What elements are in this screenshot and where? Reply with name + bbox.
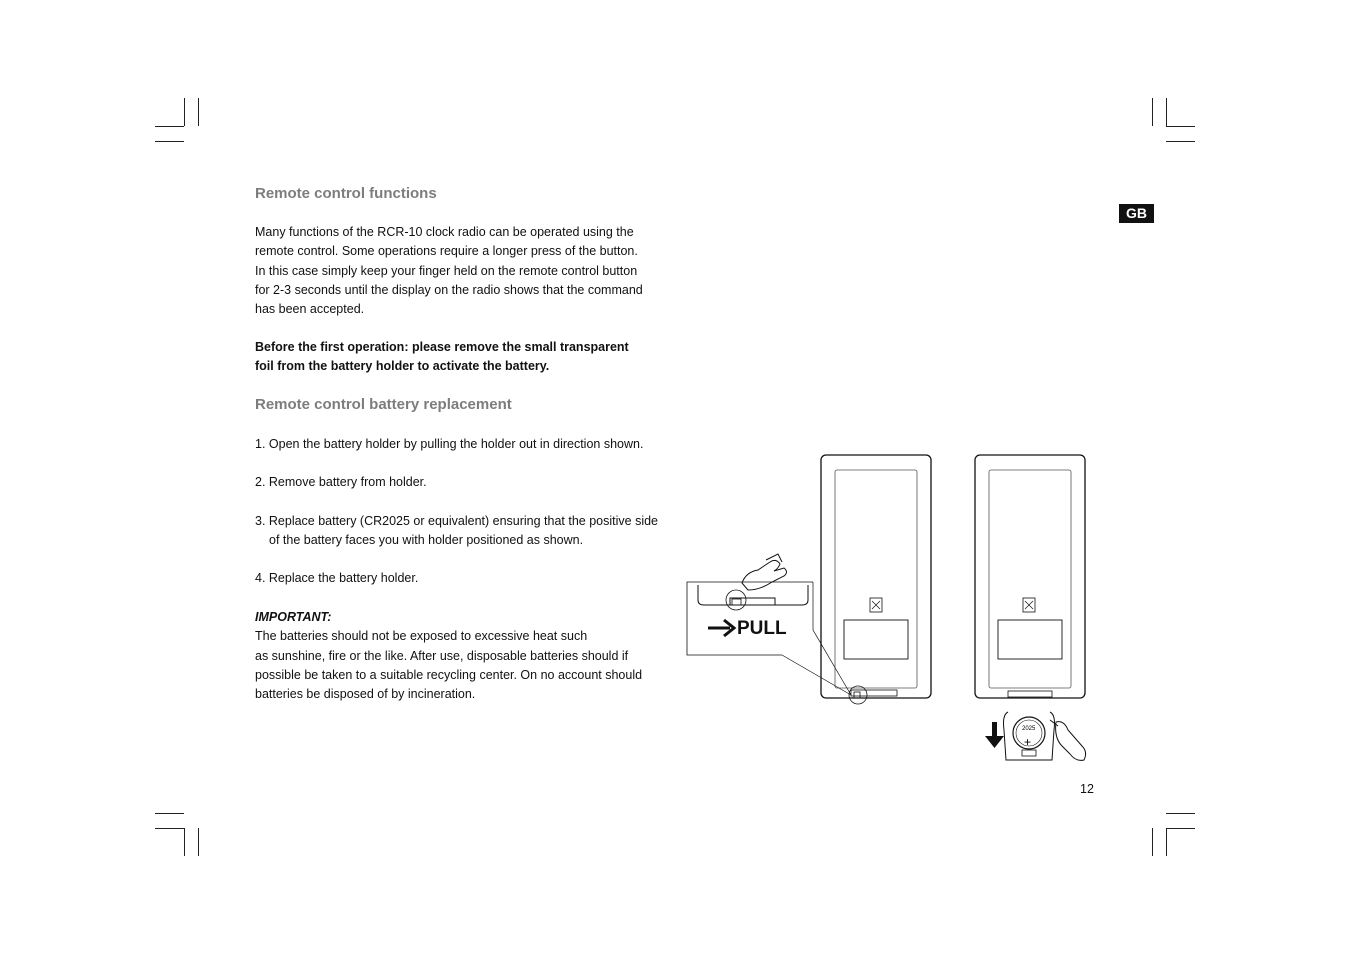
language-tab: GB	[1119, 204, 1154, 223]
hand-icon	[742, 560, 787, 590]
step-2: 2. Remove battery from holder.	[255, 475, 427, 489]
important-block	[255, 608, 642, 704]
functions-paragraph	[255, 223, 643, 319]
remote-label-right	[998, 620, 1062, 659]
section-title-replacement: Remote control battery replacement	[255, 396, 512, 413]
step-3	[255, 512, 658, 551]
text-line: as sunshine, fire or the like. After use, disposable batteries should if	[255, 648, 629, 663]
text-line: has been accepted.	[255, 302, 365, 317]
crop-mark	[184, 828, 185, 856]
section-title-functions: Remote control functions	[255, 185, 437, 202]
crop-mark	[1166, 828, 1167, 856]
crop-mark	[1166, 141, 1195, 142]
crop-mark	[198, 98, 199, 126]
text-line: foil from the battery holder to activate the battery.	[255, 359, 550, 374]
text-line: In this case simply keep your finger held on the remote control button	[255, 263, 638, 278]
text-line: for 2-3 seconds until the display on the radio shows that the command	[255, 282, 643, 297]
crop-mark	[155, 813, 184, 814]
crop-mark	[1166, 98, 1167, 126]
crop-mark	[155, 141, 184, 142]
battery-holder-slot-right	[1008, 691, 1052, 697]
battery-holder-slot-left	[851, 690, 897, 696]
crop-mark	[1166, 126, 1195, 127]
battery-model-label: 2025	[1022, 726, 1036, 732]
text-line: 3. Replace battery (CR2025 or equivalent) ensuring that the positive side	[255, 514, 659, 528]
remote-panel-left	[835, 470, 917, 688]
page-number: 12	[1080, 782, 1094, 796]
crop-mark	[1166, 813, 1195, 814]
remote-panel-right	[989, 470, 1071, 688]
text-line: Many functions of the RCR-10 clock radio can be operated using the	[255, 225, 634, 239]
step-4: 4. Replace the battery holder.	[255, 571, 419, 585]
step-1: 1. Open the battery holder by pulling the holder out in direction shown.	[255, 437, 644, 451]
important-label: IMPORTANT:	[255, 610, 332, 624]
text-line: possible be taken to a suitable recycling center. On no account should	[255, 667, 643, 682]
crop-mark	[155, 828, 184, 829]
crop-mark	[1166, 828, 1195, 829]
crop-mark	[184, 98, 185, 126]
text-line: of the battery faces you with holder positioned as shown.	[269, 533, 584, 548]
crop-mark	[198, 828, 199, 856]
pull-label: PULL	[737, 618, 787, 639]
hand-icon	[1056, 722, 1086, 761]
text-line: Before the first operation: please remove the small transparent	[255, 340, 629, 354]
text-line: batteries be disposed of by incineration.	[255, 687, 476, 702]
zoom-circle	[849, 686, 867, 704]
text-line: remote control. Some operations require a longer press of the button.	[255, 244, 638, 259]
battery-replacement-illustration	[686, 450, 1106, 775]
crop-mark	[1152, 98, 1153, 126]
remote-body-left	[821, 455, 931, 698]
first-operation-note	[255, 338, 629, 377]
crop-mark	[1152, 828, 1153, 856]
remote-label-left	[844, 620, 908, 659]
text-line: The batteries should not be exposed to excessive heat such	[255, 629, 588, 644]
crop-mark	[155, 126, 184, 127]
remote-body-right	[975, 455, 1085, 698]
battery-plus-sign: +	[1024, 735, 1032, 749]
pull-arrow-icon	[708, 620, 734, 636]
down-arrow-icon	[985, 722, 1004, 748]
